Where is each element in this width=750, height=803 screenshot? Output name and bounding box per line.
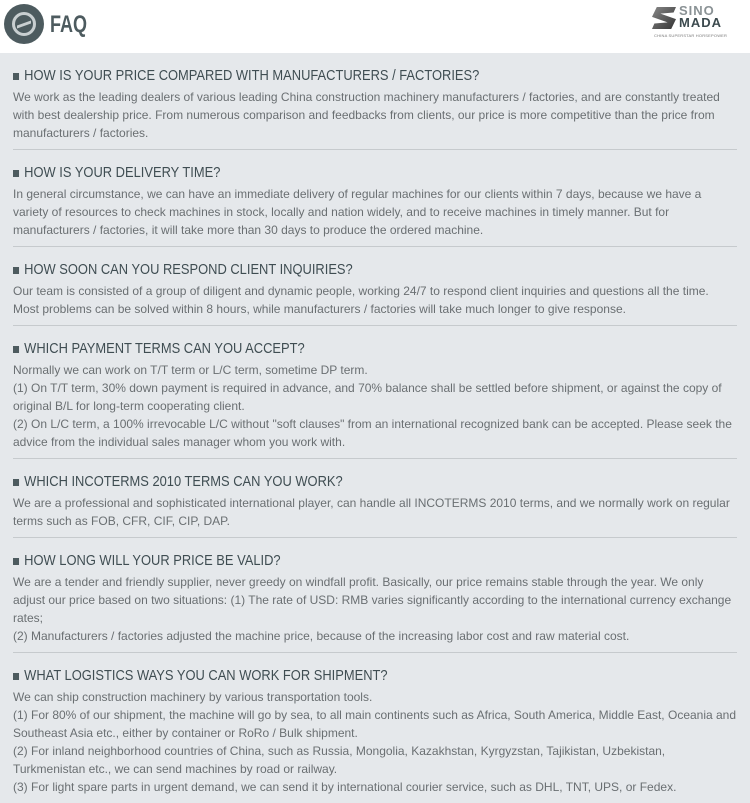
faq-question: HOW SOON CAN YOU RESPOND CLIENT INQUIRIES? <box>13 260 636 280</box>
square-bullet-icon <box>13 673 19 680</box>
faq-answer: (1) On T/T term, 30% down payment is required in advance, and 70% balance shall be settled before shipment, or against the copy of original B/L for long-term cooperating client. <box>13 381 722 413</box>
faq-answer: (2) On L/C term, a 100% irrevocable L/C without "soft clauses" from an international recognized bank can be accepted. Please seek the advice from the individual sales manager whom you work with. <box>13 417 732 449</box>
faq-answer: We are a professional and sophisticated international player, can handle all INCOTERMS 2010 terms, and we normally work on regular terms such as FOB, CFR, CIF, CIP, DAP. <box>13 496 730 528</box>
faq-item <box>13 257 737 326</box>
page-title: FAQ <box>50 11 88 38</box>
faq-answer: (3) For light spare parts in urgent demand, we can send it by international courier service, such as DHL, TNT, UPS, or Fedex. <box>13 780 677 794</box>
square-bullet-icon <box>13 346 19 353</box>
square-bullet-icon <box>13 267 19 274</box>
header <box>0 0 750 53</box>
faq-answer: (2) Manufacturers / factories adjusted the machine price, because of the increasing labor cost and raw material cost. <box>13 629 630 643</box>
faq-item <box>13 63 737 150</box>
faq-question: HOW IS YOUR PRICE COMPARED WITH MANUFACTURERS / FACTORIES? <box>13 66 636 86</box>
faq-answer: We can ship construction machinery by various transportation tools. <box>13 690 373 704</box>
faq-answer: We work as the leading dealers of various leading China construction machinery manufacturers / factories, and are constantly treated with best dealership price. From numerous comparison and feedbacks from clients, our price is more competitive than the price from manufacturers / factories. <box>13 90 720 140</box>
faq-item <box>13 160 737 247</box>
faq-answer: Normally we can work on T/T term or L/C term, sometime DP term. <box>13 363 368 377</box>
faq-logo-icon <box>4 4 44 44</box>
brand-line2: MADA <box>679 15 722 30</box>
faq-answer: In general circumstance, we can have an immediate delivery of regular machines for our clients within 7 days, because we have a variety of resources to check machines in stock, locally and nation widely, and to receive machines in timely manner. But for manufacturers / factories, it will take more than 30 days to produce the ordered machine. <box>13 187 702 237</box>
faq-answer: (2) For inland neighborhood countries of China, such as Russia, Mongolia, Kazakhstan, Kyrgyzstan, Tajikistan, Uzbekistan, Turkmenistan etc., we can send machines by road or railway. <box>13 744 666 776</box>
faq-item <box>13 469 737 538</box>
faq-item <box>13 548 737 653</box>
faq-answer: We are a tender and friendly supplier, never greedy on windfall profit. Basically, our price remains stable through the year. We only adjust our price based on two situations: (1) The rate of USD: RMB varies significantly according to the international currency exchange rates; <box>13 575 732 625</box>
faq-question: WHICH INCOTERMS 2010 TERMS CAN YOU WORK? <box>13 472 636 492</box>
faq-answer: (1) For 80% of our shipment, the machine will go by sea, to all main continents such as Africa, South America, Middle East, Oceania and Southeast Asia etc., either by container or RoRo / Bulk shipment. <box>13 708 737 740</box>
faq-question: WHICH PAYMENT TERMS CAN YOU ACCEPT? <box>13 339 636 359</box>
brand-mark-icon <box>652 7 676 29</box>
faq-question: HOW LONG WILL YOUR PRICE BE VALID? <box>13 551 636 571</box>
square-bullet-icon <box>13 170 19 177</box>
faq-item <box>13 663 737 803</box>
faq-item <box>13 336 737 459</box>
square-bullet-icon <box>13 558 19 565</box>
square-bullet-icon <box>13 73 19 80</box>
faq-question: WHAT LOGISTICS WAYS YOU CAN WORK FOR SHIPMENT? <box>13 666 636 686</box>
brand-logo <box>652 5 740 39</box>
square-bullet-icon <box>13 479 19 486</box>
faq-question: HOW IS YOUR DELIVERY TIME? <box>13 163 636 183</box>
faq-list <box>0 53 750 803</box>
faq-answer: Our team is consisted of a group of diligent and dynamic people, working 24/7 to respond client inquiries and questions all the time. Most problems can be solved within 8 hours, while manufacturers / factories will take much longer to give response. <box>13 284 709 316</box>
brand-line1: SINO <box>679 3 715 18</box>
brand-tagline: CHINA SUPERSTAR HORSEPOWER <box>654 33 728 38</box>
